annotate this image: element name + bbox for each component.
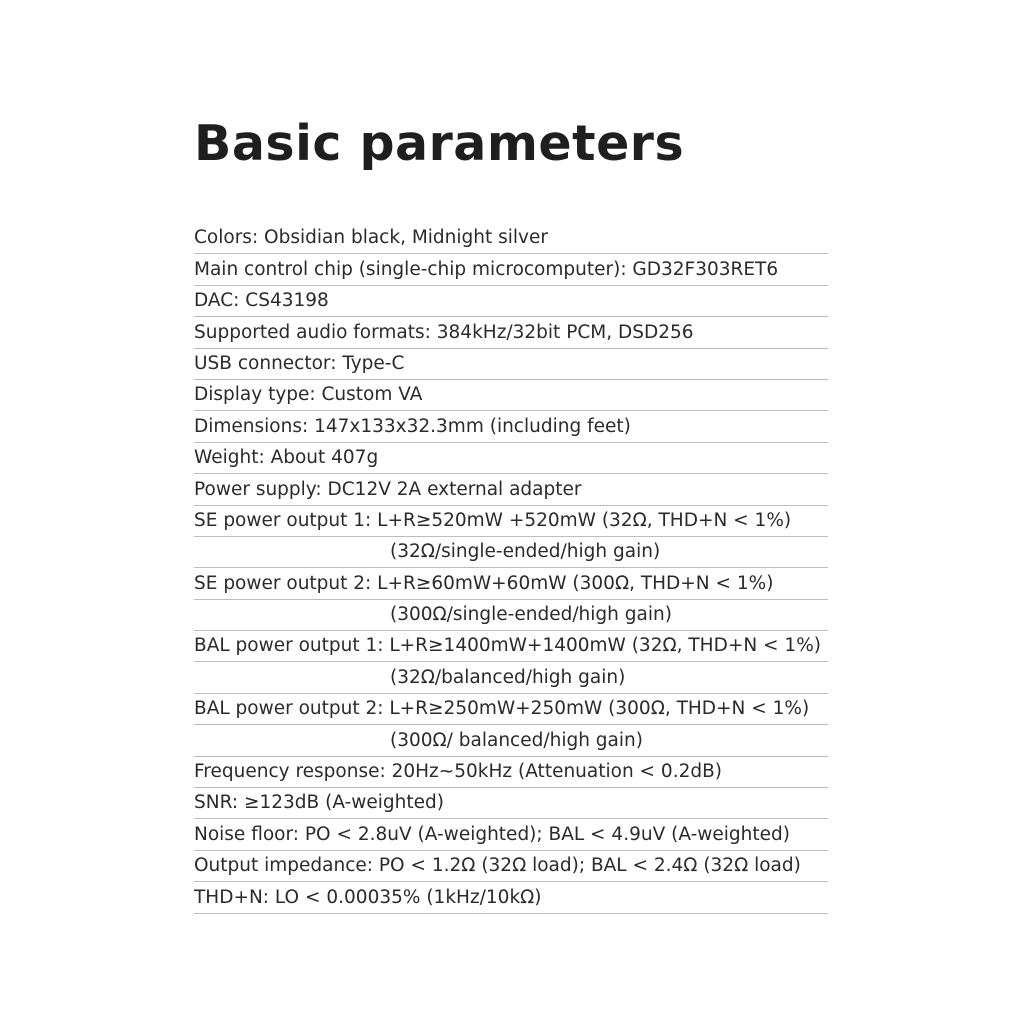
parameter-row-continuation [194,662,828,693]
parameter-row [194,882,828,913]
parameter-list [194,223,828,914]
parameter-text: BAL power output 1: L+R≥1400mW+1400mW (32Ω, THD+N < 1%) [194,635,821,657]
parameter-text: SE power output 1: L+R≥520mW +520mW (32Ω, THD+N < 1%) [194,509,792,531]
parameter-row-continuation [194,725,828,756]
parameter-text: Colors: Obsidian black, Midnight silver [194,227,548,249]
parameter-row-continuation [194,600,828,631]
parameter-row [194,788,828,819]
parameter-text: Dimensions: 147x133x32.3mm (including feet) [194,415,631,437]
parameter-text: (300Ω/single-ended/high gain) [390,604,672,626]
parameter-row [194,568,828,599]
parameter-row [194,317,828,348]
parameter-text: THD+N: LO < 0.00035% (1kHz/10kΩ) [194,886,542,908]
parameter-text: Main control chip (single-chip microcomputer): GD32F303RET6 [194,258,779,280]
parameter-row [194,443,828,474]
parameter-text: DAC: CS43198 [194,290,329,312]
parameter-row [194,254,828,285]
parameter-row [194,223,828,254]
parameter-text: Frequency response: 20Hz~50kHz (Attenuation < 0.2dB) [194,761,723,783]
parameter-row-continuation [194,537,828,568]
parameter-row [194,380,828,411]
parameter-text: USB connector: Type-C [194,352,405,374]
parameter-text: SNR: ≥123dB (A-weighted) [194,792,444,814]
parameter-text: Weight: About 407g [194,447,379,469]
parameter-text: BAL power output 2: L+R≥250mW+250mW (300Ω, THD+N < 1%) [194,698,810,720]
parameter-row [194,411,828,442]
parameter-row [194,819,828,850]
parameter-row [194,757,828,788]
parameter-row [194,349,828,380]
parameter-row [194,474,828,505]
parameter-row [194,631,828,662]
parameter-row [194,506,828,537]
parameter-text: Power supply: DC12V 2A external adapter [194,478,582,500]
parameter-text: Display type: Custom VA [194,384,423,406]
parameter-text: Output impedance: PO < 1.2Ω (32Ω load); BAL < 2.4Ω (32Ω load) [194,855,801,877]
parameter-row [194,694,828,725]
parameter-text: (32Ω/single-ended/high gain) [390,541,661,563]
parameter-text: Noise floor: PO < 2.8uV (A-weighted); BAL < 4.9uV (A-weighted) [194,823,790,845]
parameter-text: (300Ω/ balanced/high gain) [390,729,643,751]
parameter-text: SE power output 2: L+R≥60mW+60mW (300Ω, THD+N < 1%) [194,572,774,594]
parameter-row [194,286,828,317]
parameter-text: Supported audio formats: 384kHz/32bit PCM, DSD256 [194,321,694,343]
parameter-text: (32Ω/balanced/high gain) [390,666,626,688]
page-title: Basic parameters [194,115,685,172]
parameter-row [194,851,828,882]
